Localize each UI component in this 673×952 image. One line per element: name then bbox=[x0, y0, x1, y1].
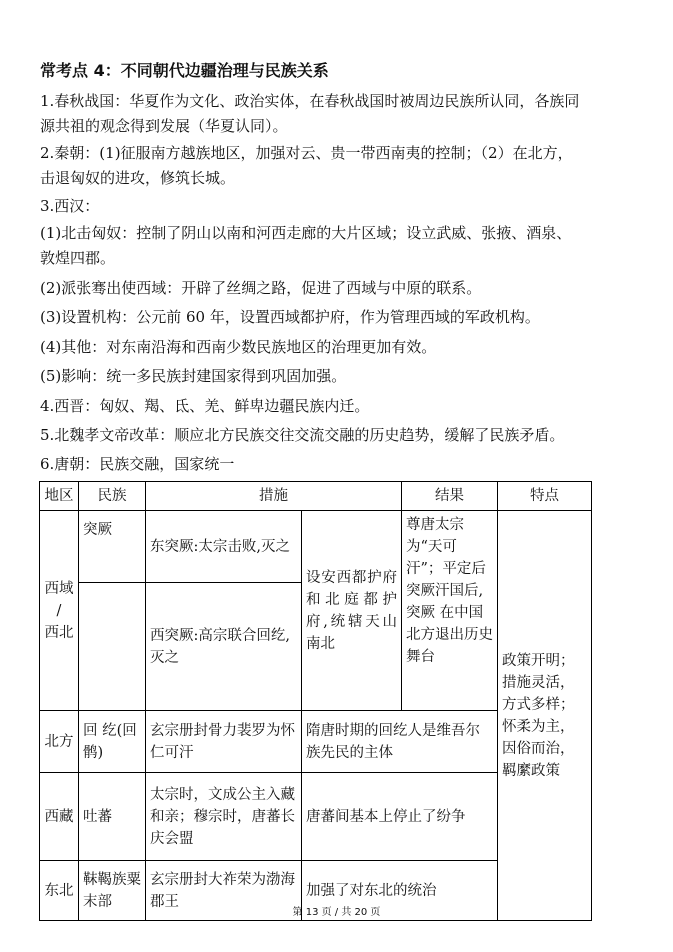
para-9: 4.西晋：匈奴、羯、氐、羌、鲜卑边疆民族内迁。 bbox=[40, 397, 370, 415]
header-measure: 措施 bbox=[146, 482, 402, 511]
para-6: (3)设置机构：公元前 60 年，设置西域都护府，作为管理西域的军政机构。 bbox=[40, 308, 540, 326]
header-ethnic: 民族 bbox=[79, 482, 146, 511]
cell-huihe: 回 纥(回鹘) bbox=[79, 711, 146, 773]
cell-mohe-measure: 玄宗册封大祚荣为渤海郡王 bbox=[146, 861, 302, 921]
page-footer: 第 13 页 / 共 20 页 bbox=[292, 907, 381, 918]
para-3: 3.西汉： bbox=[40, 197, 100, 215]
para-4a: (1)北击匈奴：控制了阴山以南和河西走廊的大片区域；设立武威、张掖、酒泉、 bbox=[40, 224, 572, 242]
para-2a: 2.秦朝：(1)征服南方越族地区，加强对云、贵一带西南夷的控制；（2）在北方， bbox=[40, 144, 573, 162]
tang-ethnic-table bbox=[39, 481, 592, 921]
cell-region-xiyu: 西域 / 西北 bbox=[40, 511, 79, 711]
cell-tubo-result: 唐蕃间基本上停止了纷争 bbox=[302, 773, 498, 861]
cell-feature: 政策开明；措施灵活，方式多样；怀柔为主，因俗而治，羁縻政策 bbox=[498, 511, 592, 921]
cell-huihe-measure: 玄宗册封骨力裴罗为怀仁可汗 bbox=[146, 711, 302, 773]
header-feature: 特点 bbox=[498, 482, 592, 511]
cell-west-tujue: 西突厥:高宗联合回纥,灭之 bbox=[146, 583, 302, 711]
cell-duhu: 设安西都护府和北庭都护府,统辖天山南北 bbox=[302, 511, 402, 711]
para-2b: 击退匈奴的进攻，修筑长城。 bbox=[40, 169, 236, 187]
para-1a: 1.春秋战国：华夏作为文化、政治实体，在春秋战国时被周边民族所认同，各族同 bbox=[40, 92, 580, 110]
para-8: (5)影响：统一多民族封建国家得到巩固加强。 bbox=[40, 367, 347, 385]
cell-huihe-result: 隋唐时期的回纥人是维吾尔族先民的主体 bbox=[302, 711, 498, 773]
cell-east-tujue: 东突厥:太宗击败,灭之 bbox=[146, 511, 302, 583]
cell-tubo: 吐蕃 bbox=[79, 773, 146, 861]
header-region: 地区 bbox=[40, 482, 79, 511]
para-11: 6.唐朝：民族交融，国家统一 bbox=[40, 455, 235, 473]
section-title: 常考点 4：不同朝代边疆治理与民族关系 bbox=[40, 61, 329, 80]
cell-mohe: 靺鞨族粟末部 bbox=[79, 861, 146, 921]
para-5: (2)派张骞出使西域：开辟了丝绸之路，促进了西域与中原的联系。 bbox=[40, 279, 482, 297]
header-result: 结果 bbox=[402, 482, 498, 511]
cell-region-xizang: 西藏 bbox=[40, 773, 79, 861]
para-1b: 源共祖的观念得到发展（华夏认同）。 bbox=[40, 117, 288, 135]
cell-tujue-empty bbox=[79, 583, 146, 711]
cell-tujue-result: 尊唐太宗为“天可汗”；平定后突厥汗国后,突厥 在中国北方退出历史舞台 bbox=[402, 511, 498, 711]
para-7: (4)其他：对东南沿海和西南少数民族地区的治理更加有效。 bbox=[40, 338, 437, 356]
para-10: 5.北魏孝文帝改革：顺应北方民族交往交流交融的历史趋势，缓解了民族矛盾。 bbox=[40, 426, 565, 444]
cell-mohe-result: 加强了对东北的统治 bbox=[302, 861, 498, 921]
cell-tubo-measure: 太宗时，文成公主入藏和亲；穆宗时，唐蕃长庆会盟 bbox=[146, 773, 302, 861]
cell-region-beifang: 北方 bbox=[40, 711, 79, 773]
cell-region-dongbei: 东北 bbox=[40, 861, 79, 921]
cell-tujue: 突厥 bbox=[79, 511, 146, 583]
para-4b: 敦煌四郡。 bbox=[40, 249, 116, 267]
